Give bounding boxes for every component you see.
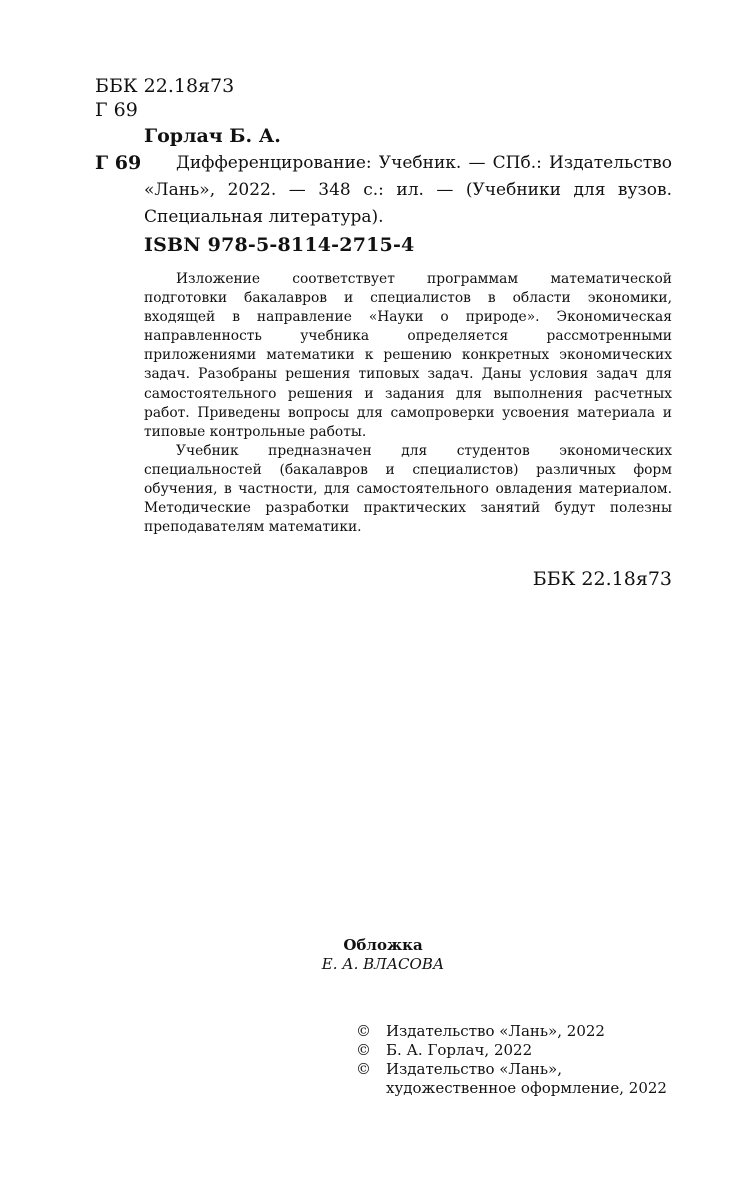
copyright-line: [356, 1041, 667, 1060]
copyright-icon: ©: [356, 1022, 371, 1040]
abstract-paragraph: Учебник предназначен для студентов экономических специальностей (бакалавров и специалистов) различных форм обучения, в частности, для самостоятельного овладения материалом. Методические разработки практических занятий будут полезны преподавателям математики.: [144, 442, 672, 536]
bibliographic-record: Дифференцирование: Учебник. — СПб.: Издательство «Лань», 2022. — 348 с.: ил. — (Учебники для вузов. Специальная литература).: [144, 153, 672, 227]
copyright-block: [356, 1022, 667, 1098]
author-name: Горлач Б. А.: [144, 125, 281, 147]
copyright-text: Издательство «Лань»,: [386, 1060, 563, 1078]
cover-designer: Е. А. ВЛАСОВА: [321, 955, 445, 973]
author-code-bold: Г 69: [95, 152, 142, 174]
cover-label: Обложка: [343, 936, 423, 954]
copyright-text: Б. А. Горлач, 2022: [386, 1041, 533, 1059]
copyright-text-continued: художественное оформление, 2022: [386, 1079, 667, 1097]
author-code-top: Г 69: [95, 99, 138, 121]
abstract: [144, 270, 672, 537]
bbk-code-right: ББК 22.18я73: [532, 568, 672, 590]
copyright-line: [356, 1060, 667, 1079]
copyright-icon: ©: [356, 1041, 371, 1059]
copyright-text: Издательство «Лань», 2022: [386, 1022, 605, 1040]
copyright-icon: ©: [356, 1060, 371, 1078]
abstract-paragraph: Изложение соответствует программам математической подготовки бакалавров и специалистов в области экономики, входящей в направление «Науки о природе». Экономическая направленность учебника определяется рассмотренными приложениями математики к решению конкретных экономических задач. Разобраны решения типовых задач. Даны условия задач для самостоятельного решения и задания для выполнения расчетных работ. Приведены вопросы для самопроверки усвоения материала и типовые контрольные работы.: [144, 271, 672, 440]
copyright-line: [356, 1022, 667, 1041]
bbk-code-top: ББК 22.18я73: [95, 75, 235, 97]
isbn: ISBN 978-5-8114-2715-4: [144, 234, 415, 256]
